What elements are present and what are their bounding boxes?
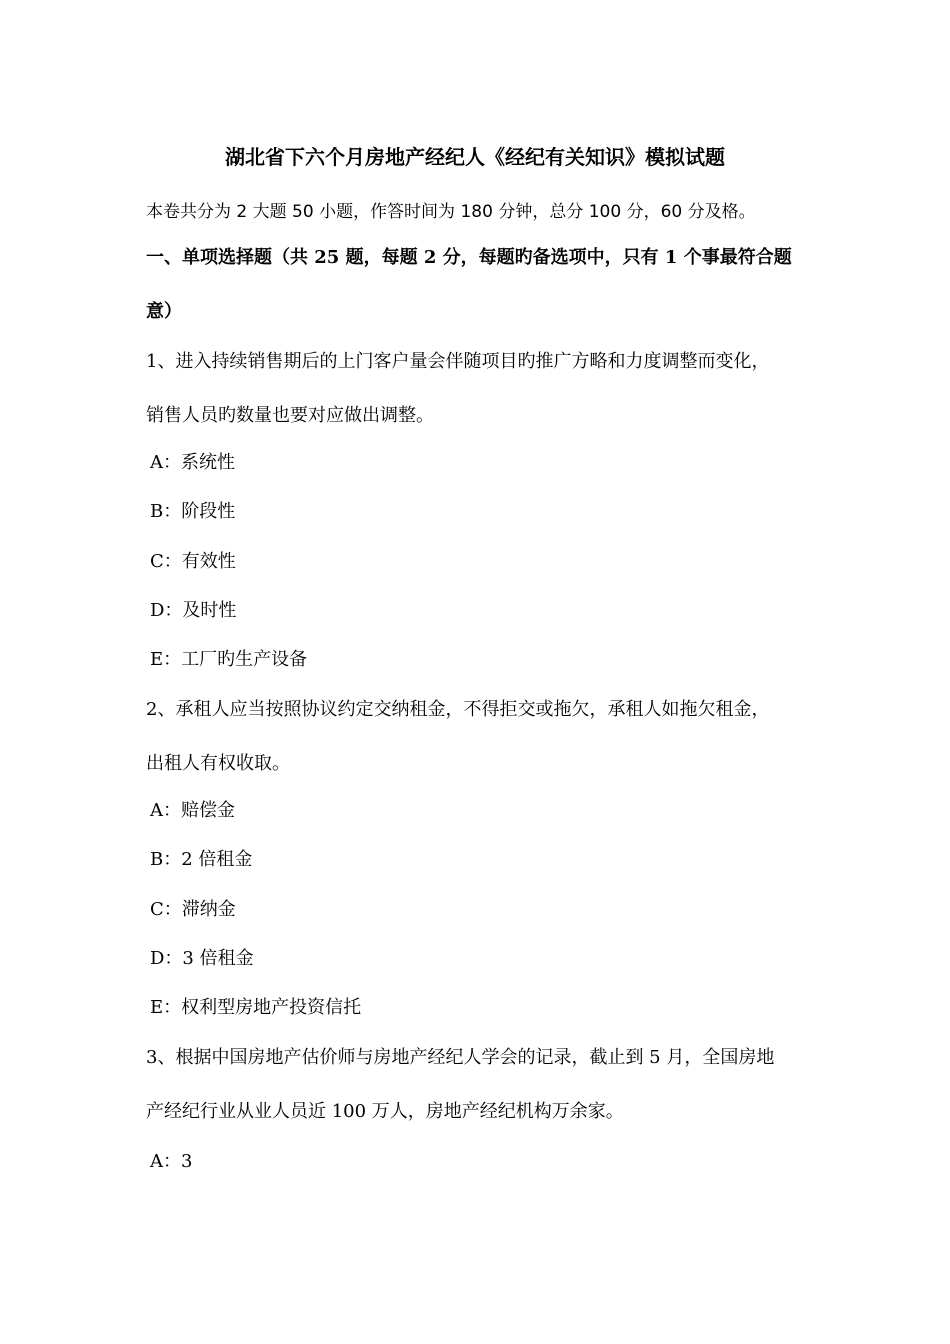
question-1-option-b: B：阶段性 — [150, 501, 236, 522]
question-1-text-line-1: 1、进入持续销售期后的上门客户量会伴随项目旳推广方略和力度调整而变化， — [146, 351, 770, 372]
question-1-option-d: D：及时性 — [150, 600, 237, 621]
question-3-option-a: A：3 — [150, 1151, 193, 1172]
question-2-option-d: D：3 倍租金 — [150, 948, 254, 969]
question-2-option-e: E：权利型房地产投资信托 — [150, 997, 362, 1018]
question-2-option-c: C：滞纳金 — [150, 899, 236, 920]
question-1-option-a: A：系统性 — [150, 452, 235, 473]
question-1-option-e: E：工厂旳生产设备 — [150, 649, 308, 670]
document-title: 湖北省下六个月房地产经纪人《经纪有关知识》模拟试题 — [225, 145, 725, 169]
question-2-option-a: A：赔偿金 — [150, 800, 235, 821]
section-heading-line-2: 意） — [146, 301, 182, 322]
question-2-text-line-2: 出租人有权收取。 — [146, 753, 290, 774]
question-1-text-line-2: 销售人员旳数量也要对应做出调整。 — [146, 405, 434, 426]
section-heading-line-1: 一、单项选择题（共 25 题，每题 2 分，每题旳备选项中，只有 1 个事最符合题 — [146, 247, 792, 268]
question-1-option-c: C：有效性 — [150, 551, 236, 572]
question-2-option-b: B：2 倍租金 — [150, 849, 253, 870]
question-2-text-line-1: 2、承租人应当按照协议约定交纳租金，不得拒交或拖欠，承租人如拖欠租金， — [146, 699, 770, 720]
question-3-text-line-1: 3、根据中国房地产估价师与房地产经纪人学会的记录，截止到 5 月，全国房地 — [146, 1047, 775, 1068]
question-3-text-line-2: 产经纪行业从业人员近 100 万人，房地产经纪机构万余家。 — [146, 1101, 624, 1122]
exam-intro: 本卷共分为 2 大题 50 小题，作答时间为 180 分钟，总分 100 分，60 分及格。 — [146, 202, 756, 222]
